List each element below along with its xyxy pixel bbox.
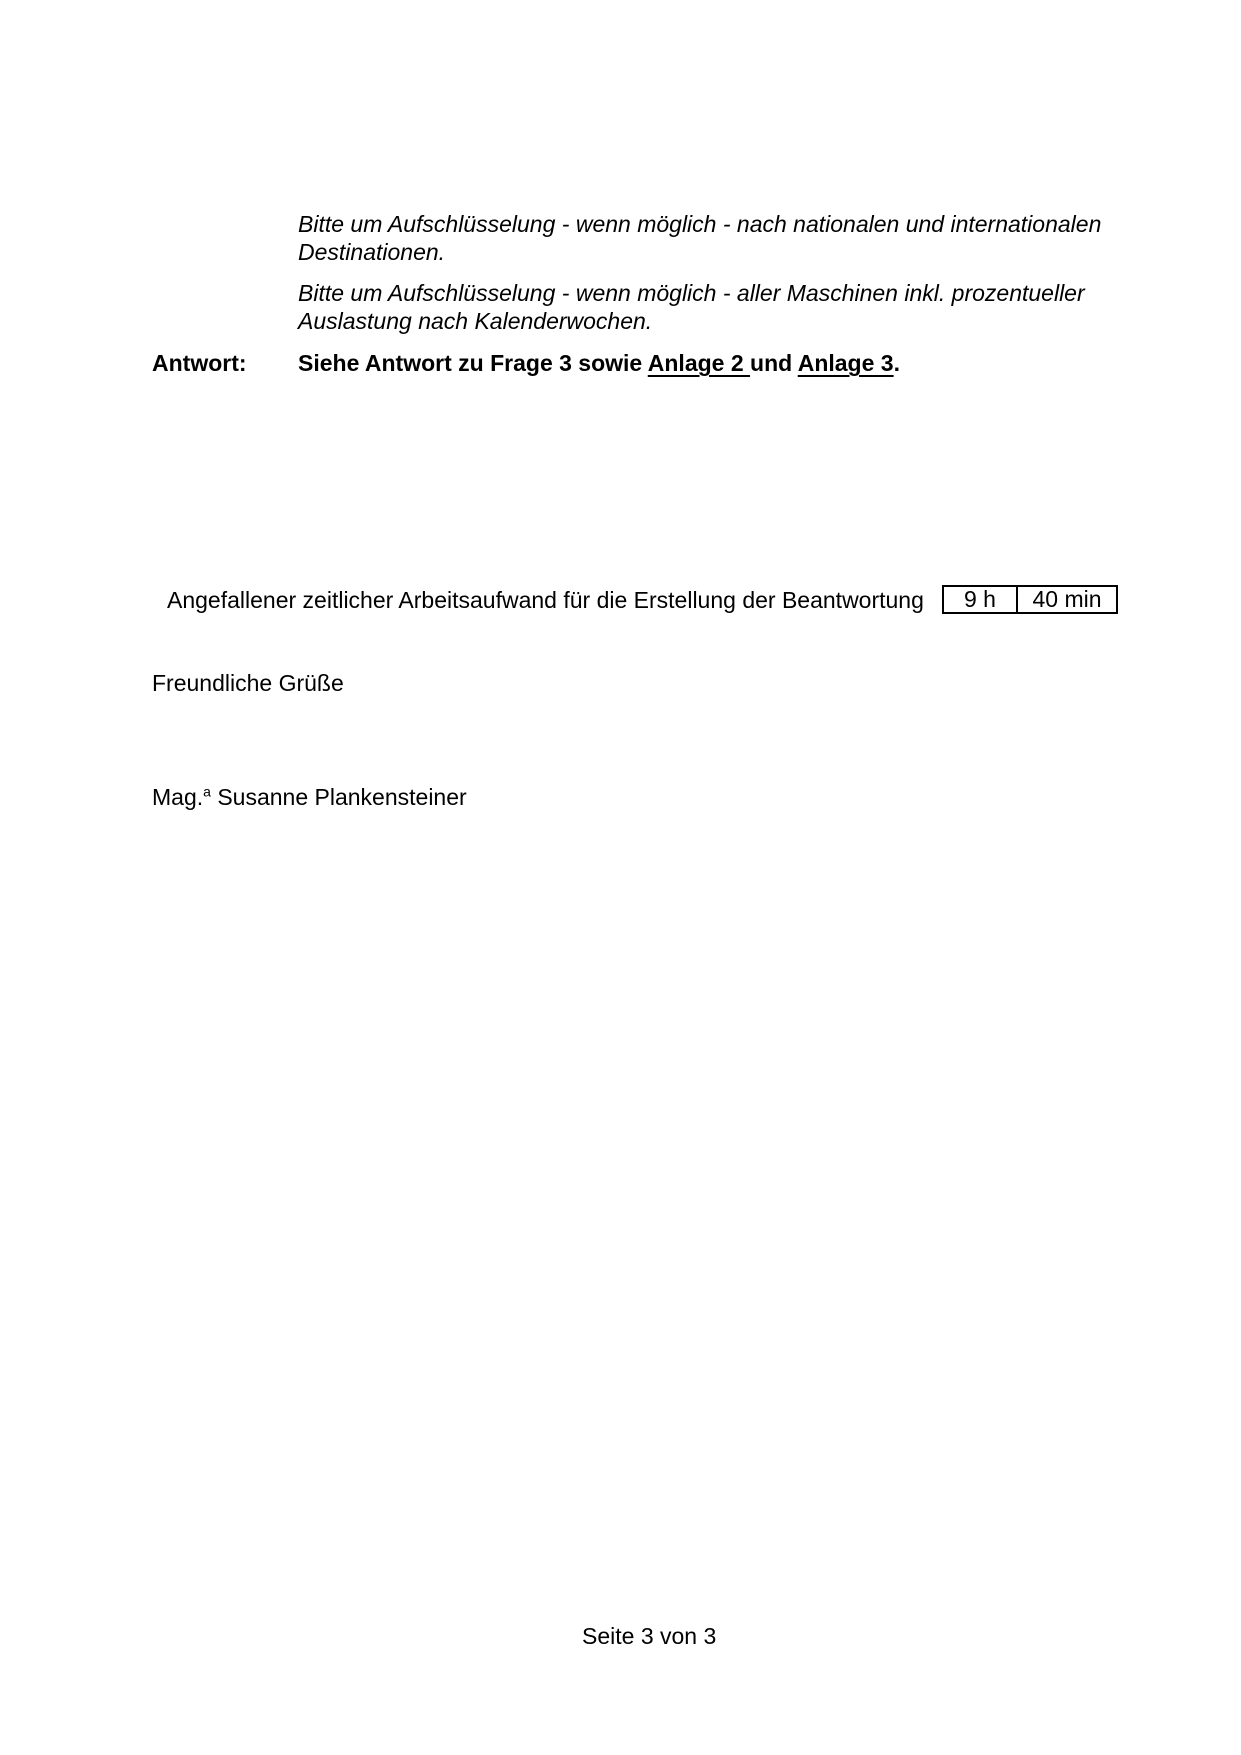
- answer-segment: und: [750, 350, 798, 376]
- page-number-footer: Seite 3 von 3: [582, 1623, 717, 1649]
- answer-label: Antwort:: [152, 350, 247, 376]
- closing-salutation: Freundliche Grüße: [152, 670, 344, 696]
- effort-hours-cell: 9 h: [964, 586, 996, 612]
- quote-line: Auslastung nach Kalenderwochen.: [298, 308, 653, 334]
- request-quote-paragraph-2: [298, 279, 1085, 335]
- effort-minutes-cell: 40 min: [1016, 587, 1116, 612]
- answer-text: [298, 350, 900, 376]
- answer-segment: .: [893, 350, 900, 376]
- quote-line: Bitte um Aufschlüsselung - wenn möglich - aller Maschinen inkl. prozentueller: [298, 280, 1085, 306]
- signer-name: Susanne Plankensteiner: [210, 784, 467, 810]
- anlage-3-reference: Anlage 3: [797, 350, 894, 376]
- request-quote-paragraph-1: [298, 210, 1101, 266]
- signer-title: Mag.: [152, 784, 204, 810]
- quote-line: Bitte um Aufschlüsselung - wenn möglich - nach nationalen und internationalen: [298, 211, 1102, 237]
- answer-segment: Siehe Antwort zu Frage 3 sowie: [298, 350, 648, 376]
- signer-name-line: [152, 783, 467, 811]
- anlage-2-reference: Anlage 2: [647, 350, 751, 376]
- effort-label: Angefallener zeitlicher Arbeitsaufwand für die Erstellung der Beantwortung: [167, 587, 924, 613]
- signer-title-superscript: a: [203, 783, 211, 800]
- answer-row: [152, 349, 900, 377]
- effort-table: [942, 585, 1118, 614]
- quote-line: Destinationen.: [298, 239, 446, 265]
